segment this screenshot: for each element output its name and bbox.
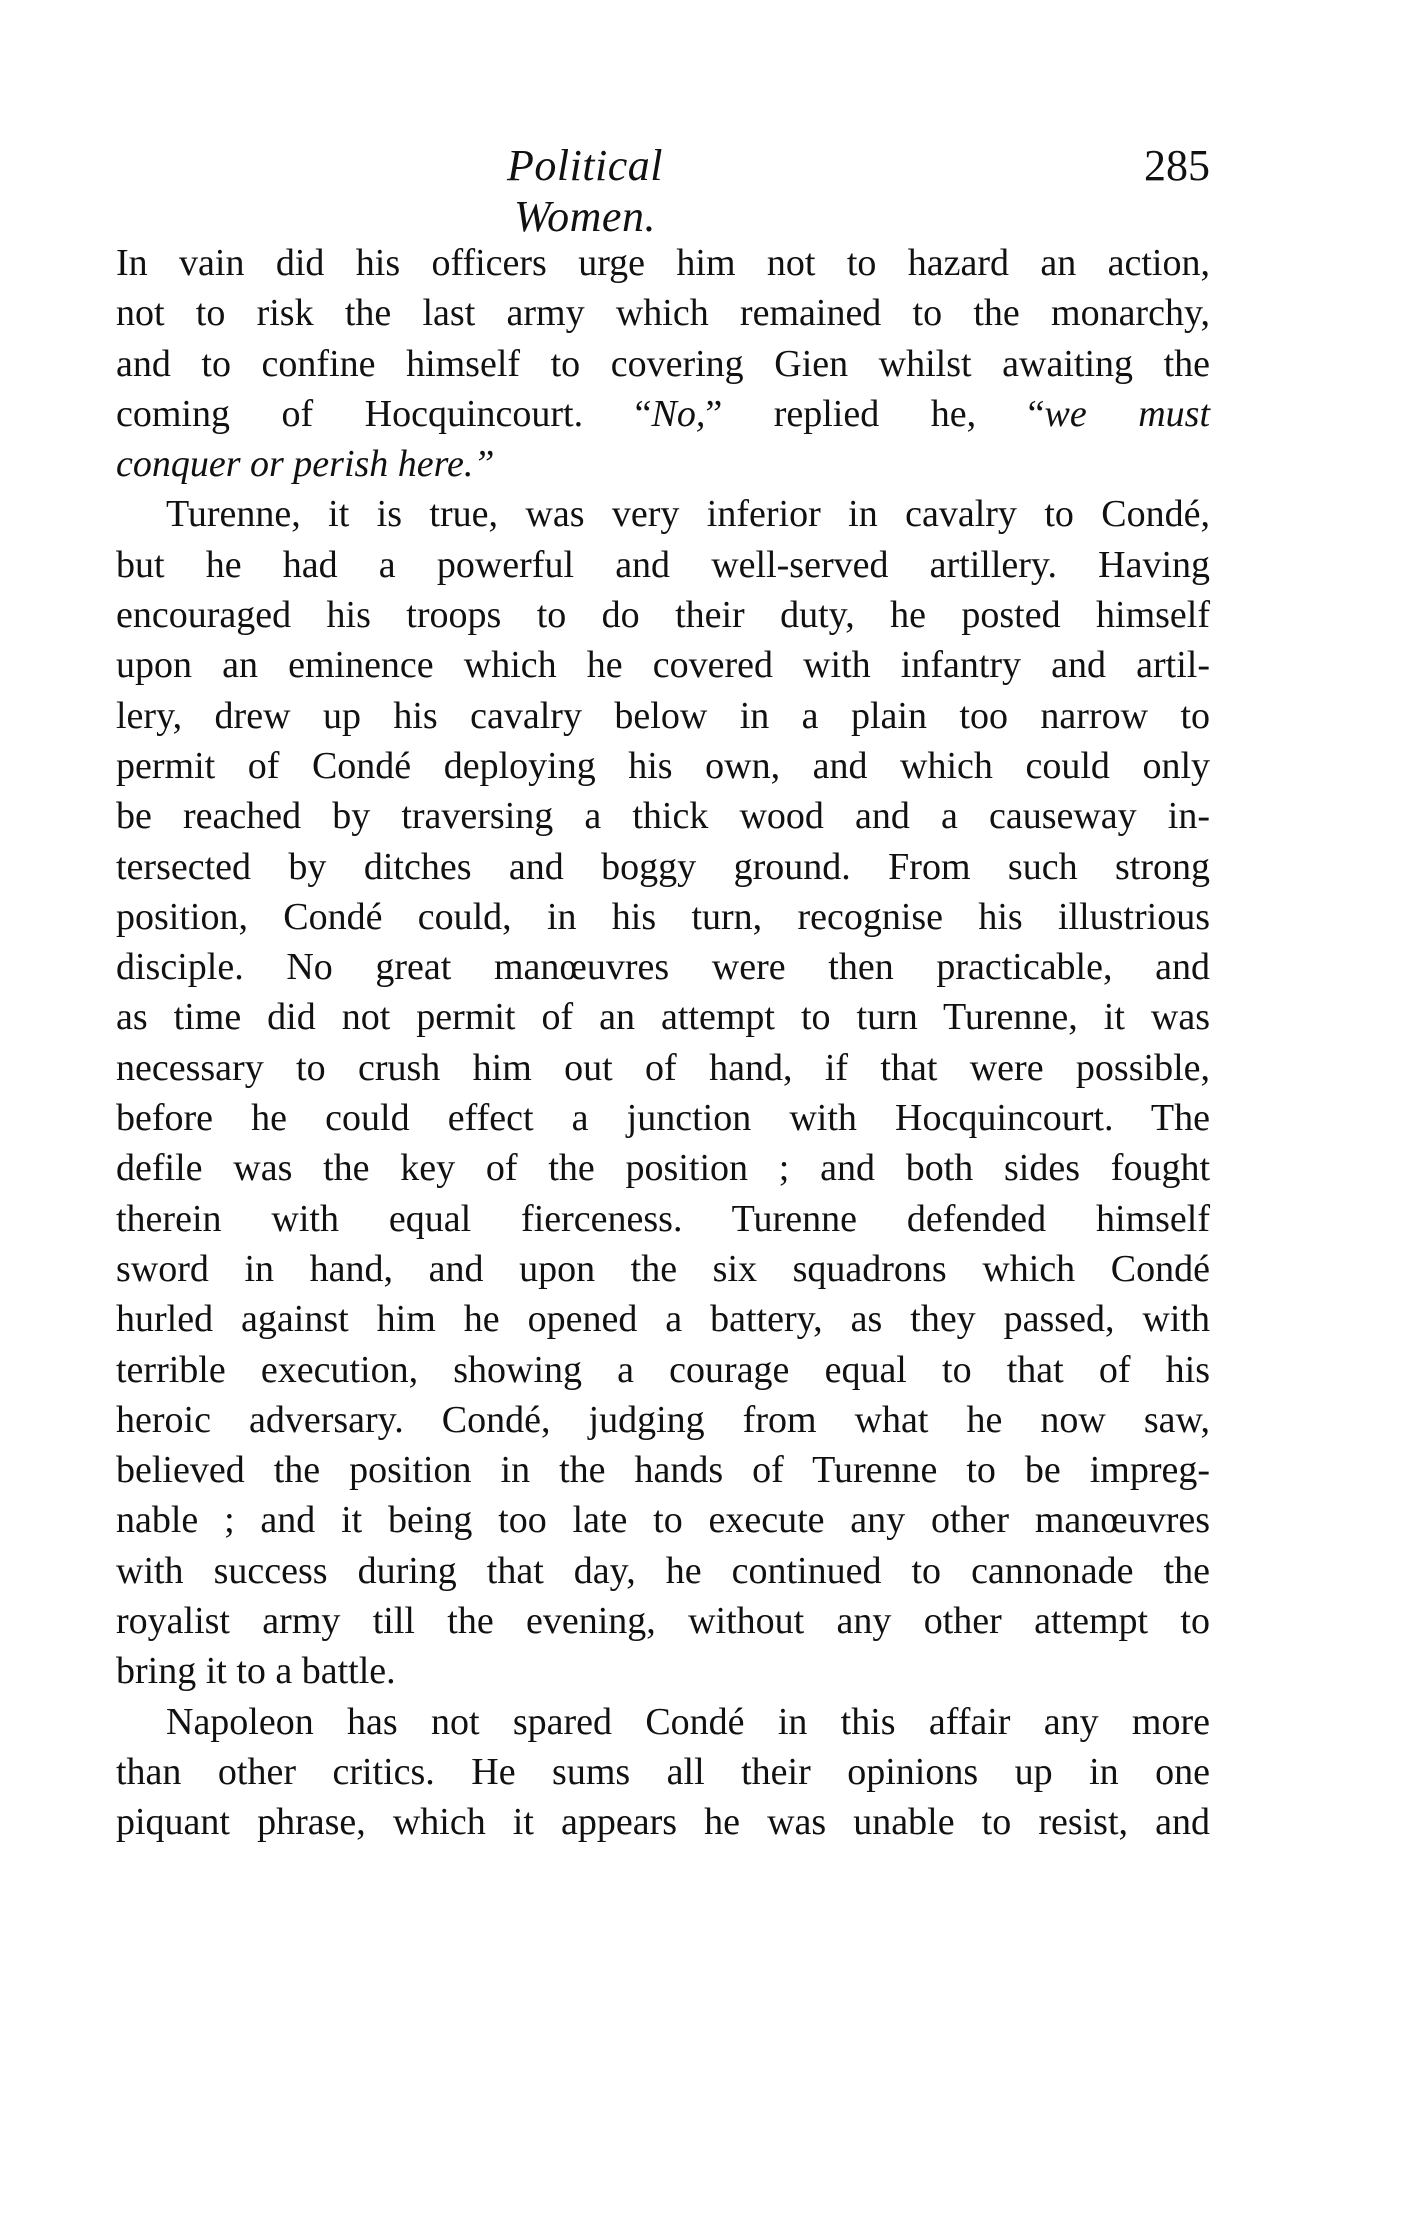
text-run: heroic adversary. Condé, judging from what he now saw, xyxy=(116,1398,1210,1441)
text-line xyxy=(116,339,1210,389)
text-run: upon an eminence which he covered with infantry and artil- xyxy=(116,644,1210,687)
text-run: tersected by ditches and boggy ground. From such strong xyxy=(116,845,1210,888)
text-run: sword in hand, and upon the six squadrons which Condé xyxy=(116,1247,1210,1290)
text-run: Turenne, it is true, was very inferior in cavalry to Condé, xyxy=(166,493,1210,536)
text-line xyxy=(116,1596,1210,1646)
text-line xyxy=(116,1194,1210,1244)
text-line xyxy=(116,1345,1210,1395)
text-run: hurled against him he opened a battery, as they passed, with xyxy=(116,1298,1210,1341)
text-line xyxy=(116,1445,1210,1495)
text-line xyxy=(116,842,1210,892)
running-title: Political Women. xyxy=(506,141,664,241)
paragraph xyxy=(116,238,1210,489)
text-run: and to confine himself to covering Gien whilst awaiting the xyxy=(116,342,1210,385)
text-run: Napoleon has not spared Condé in this affair any more xyxy=(166,1700,1210,1743)
text-line xyxy=(116,489,1210,539)
text-line xyxy=(116,238,1210,288)
text-run: necessary to crush him out of hand, if that were possible, xyxy=(116,1046,1210,1089)
text-run: position, Condé could, in his turn, recognise his illustrious xyxy=(116,895,1210,938)
text-line xyxy=(116,439,1210,489)
text-line xyxy=(116,892,1210,942)
text-run: lery, drew up his cavalry below in a plain too narrow to xyxy=(116,694,1210,737)
text-run: royalist army till the evening, without any other attempt to xyxy=(116,1600,1210,1643)
text-run: permit of Condé deploying his own, and which could only xyxy=(116,744,1210,787)
text-line xyxy=(116,389,1210,439)
text-run: believed the position in the hands of Turenne to be impreg- xyxy=(116,1449,1210,1492)
text-run: as time did not permit of an attempt to turn Turenne, it was xyxy=(116,996,1210,1039)
text-run: therein with equal fierceness. Turenne defended himself xyxy=(116,1197,1210,1240)
text-line xyxy=(116,1093,1210,1143)
text-run: nable ; and it being too late to execute any other manœuvres xyxy=(116,1499,1210,1542)
italic-text: we must xyxy=(1044,392,1210,435)
italic-text: conquer or perish here.” xyxy=(116,443,495,486)
text-line xyxy=(116,1797,1210,1847)
text-line xyxy=(116,791,1210,841)
text-line xyxy=(116,1043,1210,1093)
text-line xyxy=(116,590,1210,640)
text-line xyxy=(116,540,1210,590)
text-line xyxy=(116,741,1210,791)
text-run: before he could effect a junction with Hocquincourt. The xyxy=(116,1097,1210,1140)
text-line xyxy=(116,1697,1210,1747)
text-line xyxy=(116,1395,1210,1445)
text-run: than other critics. He sums all their opinions up in one xyxy=(116,1750,1210,1793)
text-line xyxy=(116,1646,1210,1696)
text-line xyxy=(116,1495,1210,1545)
text-run: not to risk the last army which remained to the monarchy, xyxy=(116,292,1210,335)
text-line xyxy=(116,640,1210,690)
paragraph xyxy=(116,1697,1210,1848)
text-line xyxy=(116,691,1210,741)
text-line xyxy=(116,1747,1210,1797)
text-run: coming of Hocquincourt. “ xyxy=(116,392,652,435)
text-run: defile was the key of the position ; and both sides fought xyxy=(116,1147,1210,1190)
text-run: piquant phrase, which it appears he was unable to resist, and xyxy=(116,1801,1210,1844)
text-run: be reached by traversing a thick wood and a causeway in- xyxy=(116,795,1210,838)
italic-text: No, xyxy=(651,392,706,435)
text-line xyxy=(116,942,1210,992)
page-number: 285 xyxy=(1144,141,1210,190)
text-run: bring it to a battle. xyxy=(116,1650,396,1693)
body-text xyxy=(116,238,1210,1848)
text-run: In vain did his officers urge him not to hazard an action, xyxy=(116,242,1210,284)
text-line xyxy=(116,1546,1210,1596)
text-run: encouraged his troops to do their duty, he posted himself xyxy=(116,594,1210,637)
text-run: with success during that day, he continued to cannonade the xyxy=(116,1549,1210,1592)
text-run: ” replied he, “ xyxy=(705,392,1045,435)
text-run: but he had a powerful and well-served artillery. Having xyxy=(116,543,1210,586)
text-run: disciple. No great manœuvres were then practicable, and xyxy=(116,946,1210,989)
text-run: terrible execution, showing a courage equal to that of his xyxy=(116,1348,1210,1391)
paragraph xyxy=(116,489,1210,1696)
text-line xyxy=(116,992,1210,1042)
text-line xyxy=(116,1143,1210,1193)
text-line xyxy=(116,1294,1210,1344)
text-line xyxy=(116,288,1210,338)
text-line xyxy=(116,1244,1210,1294)
